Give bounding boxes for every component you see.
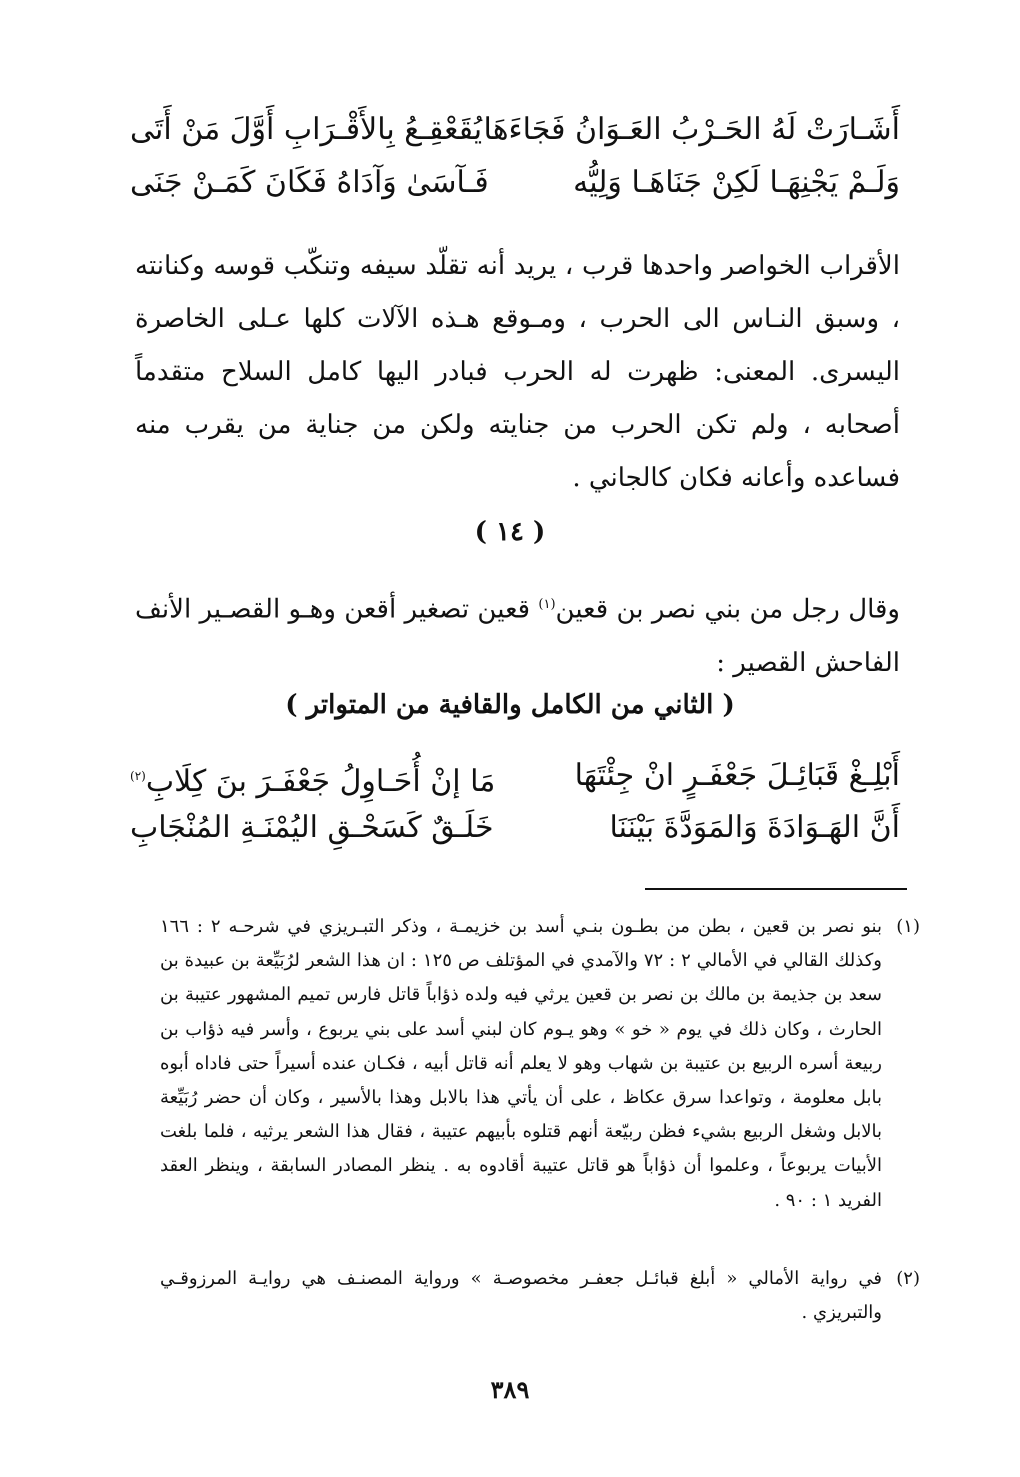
- verse-first-hemistich: وَلَـمْ يَجْنِهَـا لَكِنْ جَنَاهَـا وَلِيُّه: [573, 165, 900, 200]
- poem-number: ( ١٤ ): [474, 517, 546, 547]
- footnote-1: [160, 910, 920, 1218]
- verse-second-hemistich: فَـآسَىٰ وَآدَاهُ فَكَانَ كَمَـنْ جَنَى: [130, 165, 489, 200]
- verse-line: [130, 805, 900, 851]
- footnote-text: بنو نصر بن قعين ، بطن من بطـون بنـي أسد بن خزيمـة ، وذكر التبـريزي في شرحـه ٢ : ١٦٦ وكذلك القالي في الأمالي ٢ : ٧٢ والآمدي في المؤتلف ص ١٢٥ : ان هذا الشعر لرُبَيِّعة بن عبيدة بن سعد بن جذيمة بن مالك بن نصر بن قعين يرثي فيه ولده ذؤاباً قاتل فارس تميم المشهور عتيبة بن الحارث ، وكان ذلك في يوم « خو » وهو يـوم كان لبني أسد على بني يربوع ، وأسر فيه ذؤاب بن ربيعة أسره الربيع بن عتيبة بن شهاب وهو لا يعلم أنه قاتل أبيه ، فكـان عنده أسيراً حتى فاداه أبوه بابل معلومة ، وتواعدا سرق عكاظ ، على أن يأتي هذا بالابل وهذا بالأسير ، وكان أن حضر رُبَيِّعة بالابل وشغل الربيع بشيء فظن ربيّعة أنهم قتلوه بأبيهم عتيبة ، فقال هذا الشعر يرثيه ، فلما بلغت الأبيات يربوعاً ، وعلموا أن ذؤاباً هو قاتل عتيبة أقادوه به . ينظر المصادر السابقة ، وينظر العقد الفريد ١ : ٩٠ .: [160, 916, 882, 1211]
- footnote-ref-2[interactable]: (٢): [130, 769, 146, 783]
- verse-first-hemistich: أَبْلِـغْ قَبَائِـلَ جَعْفَـرٍ انْ جِئْتَهَا: [574, 758, 900, 793]
- footnote-text: في رواية الأمالي « أبلغ قبائـل جعفـر مخصوصـة » ورواية المصنـف هي روايـة المرزوقـي والتبريزي .: [160, 1268, 882, 1324]
- verse-second-hemistich: يُقَعْقِـعُ بِالأَقْـرَابِ أَوَّلَ مَنْ أَتَى: [130, 112, 483, 147]
- verse-second-hemistich-text: مَا إنْ أُحَـاوِلُ جَعْفَـرَ بنَ كِلَابِ: [145, 764, 496, 799]
- intro-rest: قعين تصغير أقعن وهـو القصـير الأنف الفاحش القصير :: [135, 594, 900, 678]
- intro-paragraph: [135, 578, 900, 690]
- verse-second-hemistich: خَلَـقٌ كَسَحْـقِ اليُمْنَـةِ المُنْجَابِ: [130, 810, 494, 845]
- verse-line: [130, 753, 900, 799]
- footnote-number: (٢): [896, 1268, 920, 1289]
- verse-first-hemistich: أَنَّ الهَـوَادَةَ وَالمَوَدَّةَ بَيْنَنَا: [609, 810, 900, 845]
- verse-line: [130, 107, 900, 153]
- footnote-separator: [645, 888, 907, 890]
- commentary-paragraph: الأقراب الخواصر واحدها قرب ، يريد أنه تقلّد سيفه وتنكّب قوسه وكنانته ، وسبق النـاس الى الحرب ، ومـوقع هـذه الآلات كلها عـلى الخاصرة اليسرى. المعنى: ظهرت له الحرب فبادر اليها كامل السلاح متقدماً أصحابه ، ولم تكن الحرب من جنايته ولكن من جناية من يقرب منه فساعده وأعانه فكان كالجاني .: [135, 251, 900, 493]
- footnote-ref-1[interactable]: (١): [538, 597, 556, 612]
- verse-second-hemistich: [130, 753, 495, 805]
- footnote-2: [160, 1262, 920, 1330]
- verse-first-hemistich: أَشَـارَتْ لَهُ الحَـرْبُ العَـوَانُ فَجَاءَهَا: [483, 112, 900, 147]
- footnote-number: (١): [896, 916, 920, 937]
- intro-text: وقال رجل من بني نصر بن قعين: [555, 594, 900, 625]
- verse-line: [130, 160, 900, 206]
- page-number: ٣٨٩: [490, 1375, 530, 1404]
- meter-heading: ( الثاني من الكامل والقافية من المتواتر ): [285, 690, 735, 720]
